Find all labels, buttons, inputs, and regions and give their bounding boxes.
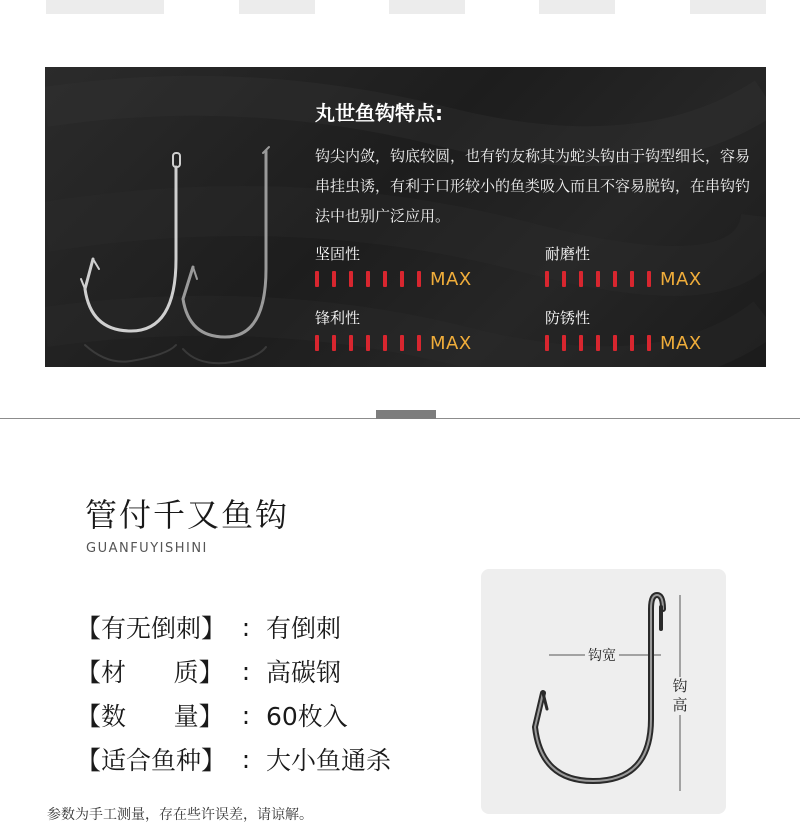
- rating-tick: [579, 335, 583, 351]
- spec-label: 【数 量】: [76, 702, 224, 731]
- spec-label: 【有无倒刺】: [76, 614, 227, 643]
- feature-panel: [45, 67, 766, 367]
- feature-description: 钩尖内敛，钩底较圆，也有钓友称其为蛇头钩由于钩型细长，容易串挂虫诱，有利于口形较小的鱼类吸入而且不容易脱钩，在串钩钓法中也别广泛应用。: [315, 147, 751, 225]
- spec-separator: :: [241, 700, 251, 730]
- rating-max-label: MAX: [430, 332, 472, 354]
- rating-tick: [383, 271, 387, 287]
- rating-bar: [315, 267, 535, 291]
- product-subtitle: GUANFUYISHINI: [86, 541, 208, 556]
- spec-label: 【适合鱼种】: [76, 746, 227, 775]
- top-tab-strip: [0, 0, 800, 14]
- rating-tick: [613, 271, 617, 287]
- spec-label: 【材 质】: [76, 658, 224, 687]
- rating-tick: [545, 271, 549, 287]
- rating-tick: [400, 335, 404, 351]
- spec-row-barb: [76, 605, 391, 649]
- rating-bar: [545, 331, 765, 355]
- rating-bar: [315, 331, 535, 355]
- rating-tick: [332, 271, 336, 287]
- rating-tick: [579, 271, 583, 287]
- rating-label: 坚固性: [315, 245, 361, 263]
- rating-tick: [366, 271, 370, 287]
- hook-width-label: 钩宽: [585, 645, 619, 665]
- product-title: 管付千又鱼钩: [85, 496, 290, 534]
- top-tab[interactable]: [539, 0, 615, 14]
- spec-row-material: [76, 649, 391, 693]
- rating-tick: [315, 271, 319, 287]
- top-tab[interactable]: [239, 0, 315, 14]
- fishing-hooks-icon: [67, 139, 287, 367]
- rating-tick: [315, 335, 319, 351]
- rating-tick: [562, 335, 566, 351]
- spec-value: 有倒刺: [266, 614, 342, 643]
- rating-label: 防锈性: [545, 309, 591, 327]
- rating-tick: [417, 271, 421, 287]
- rating-sharpness: [315, 307, 535, 355]
- rating-tick: [613, 335, 617, 351]
- top-tab[interactable]: [46, 0, 164, 14]
- rating-max-label: MAX: [660, 332, 702, 354]
- top-tab[interactable]: [389, 0, 465, 14]
- rating-label: 锋利性: [315, 309, 361, 327]
- rating-label: 耐磨性: [545, 245, 591, 263]
- hook-dimension-diagram: [481, 569, 726, 814]
- rating-tick: [647, 335, 651, 351]
- rating-sturdiness: [315, 243, 535, 291]
- rating-tick: [630, 271, 634, 287]
- top-tab[interactable]: [690, 0, 766, 14]
- rating-tick: [562, 271, 566, 287]
- rating-max-label: MAX: [660, 268, 702, 290]
- hook-diagram-icon: [481, 569, 726, 814]
- rating-tick: [596, 271, 600, 287]
- rating-tick: [332, 335, 336, 351]
- rating-bar: [545, 267, 765, 291]
- spec-value: 高碳钢: [266, 658, 342, 687]
- rating-tick: [647, 271, 651, 287]
- disclaimer: 参数为手工测量，存在些许误差，请谅解。: [47, 807, 313, 823]
- rating-max-label: MAX: [430, 268, 472, 290]
- spec-row-quantity: [76, 693, 391, 737]
- spec-separator: :: [241, 612, 251, 642]
- rating-tick: [630, 335, 634, 351]
- spec-value: 60枚入: [266, 702, 348, 731]
- spec-separator: :: [241, 744, 251, 774]
- rating-wear-resistance: [545, 243, 765, 291]
- section-divider-tab: [376, 410, 436, 419]
- rating-rust-resistance: [545, 307, 765, 355]
- rating-tick: [366, 335, 370, 351]
- rating-tick: [383, 335, 387, 351]
- hook-height-label: 钩高: [672, 677, 688, 714]
- spec-list: [76, 605, 391, 781]
- rating-tick: [417, 335, 421, 351]
- spec-separator: :: [241, 656, 251, 686]
- rating-tick: [349, 335, 353, 351]
- feature-title: 丸世鱼钩特点:: [315, 101, 443, 125]
- rating-tick: [349, 271, 353, 287]
- spec-row-fish-type: [76, 737, 391, 781]
- spec-value: 大小鱼通杀: [266, 746, 392, 775]
- rating-tick: [545, 335, 549, 351]
- rating-tick: [596, 335, 600, 351]
- rating-tick: [400, 271, 404, 287]
